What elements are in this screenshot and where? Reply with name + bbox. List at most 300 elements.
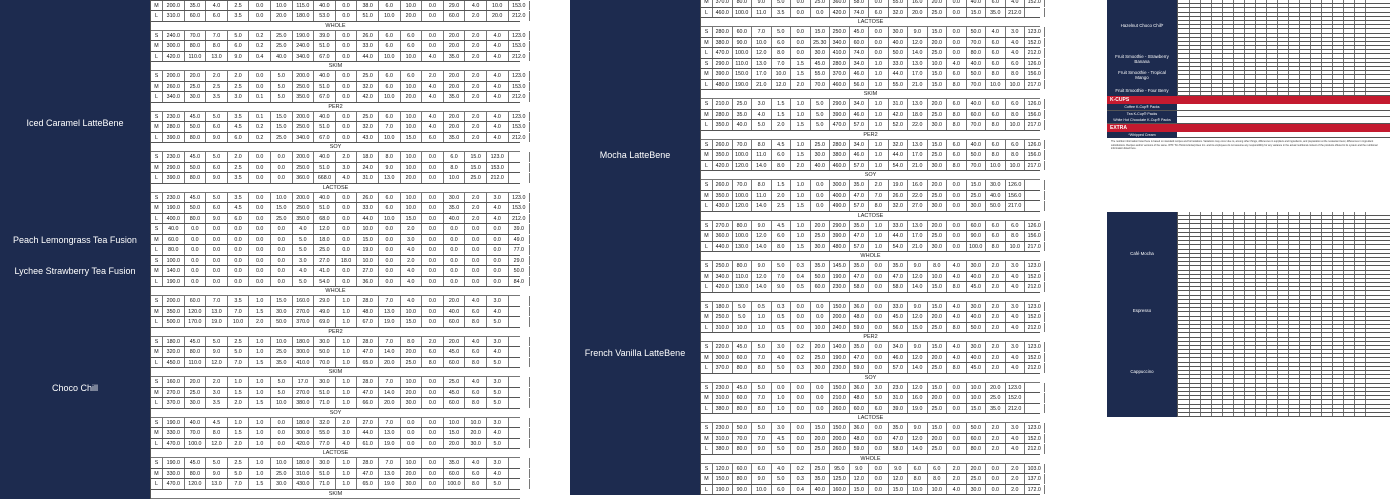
value-cell xyxy=(1256,67,1267,70)
value-cell: 15.0 xyxy=(928,342,948,352)
value-cell xyxy=(1278,291,1289,294)
value-cell xyxy=(1278,371,1289,374)
value-cell: 430.0 xyxy=(293,479,315,489)
value-cell xyxy=(1311,21,1322,24)
value-cell xyxy=(1201,237,1212,240)
value-cell: 153.0 xyxy=(509,122,531,132)
value-cell: 10.0 xyxy=(908,485,928,495)
value-cell xyxy=(1333,300,1344,303)
value-cell xyxy=(1267,400,1278,403)
value-cell xyxy=(1223,42,1234,45)
size-cell xyxy=(1178,354,1190,357)
value-cell xyxy=(1333,379,1344,382)
value-cell xyxy=(1212,333,1223,336)
value-cell xyxy=(1201,388,1212,391)
value-cell: 280.0 xyxy=(830,140,850,150)
value-cell: 120.0 xyxy=(733,201,753,211)
value-cell xyxy=(1201,350,1212,353)
value-cell xyxy=(1333,363,1344,366)
value-cell: 0.0 xyxy=(249,193,271,203)
value-cell xyxy=(1289,388,1300,391)
section-header: SKIM xyxy=(151,490,520,499)
value-cell xyxy=(1278,342,1289,345)
size-cell: L xyxy=(151,317,163,327)
value-cell xyxy=(1234,266,1245,269)
value-cell: 1.0 xyxy=(869,150,889,160)
value-cell xyxy=(1322,59,1333,62)
value-cell: 5.0 xyxy=(293,245,315,255)
value-cell: 1.0 xyxy=(249,388,271,398)
value-cell: 0.0 xyxy=(422,377,444,387)
value-cell: 145.0 xyxy=(830,261,850,271)
value-cell: 0.0 xyxy=(422,307,444,317)
table-row xyxy=(701,99,1040,110)
value-cell: 40.0 xyxy=(967,59,987,69)
table-row xyxy=(701,423,1040,434)
value-cell: 20.0 xyxy=(928,393,948,403)
value-cell: 0.0 xyxy=(422,31,444,41)
kcups-header: K-CUPS xyxy=(1107,96,1390,104)
value-cell: 260.0 xyxy=(713,140,733,150)
value-cell xyxy=(1311,224,1322,227)
value-cell xyxy=(1289,50,1300,53)
value-cell: 10.0 xyxy=(967,383,987,393)
value-cell: 50.0 xyxy=(967,27,987,37)
value-cell: 80.0 xyxy=(185,133,207,143)
value-cell: 45.0 xyxy=(185,337,207,347)
value-cell xyxy=(1256,413,1267,416)
value-cell xyxy=(1333,400,1344,403)
value-cell xyxy=(1322,229,1333,232)
value-cell: 0.0 xyxy=(869,485,889,495)
value-cell xyxy=(1289,308,1300,311)
value-cell: 0.0 xyxy=(487,224,509,234)
value-cell: 1.0 xyxy=(336,479,358,489)
value-cell xyxy=(1355,317,1366,320)
value-cell xyxy=(1223,413,1234,416)
value-cell xyxy=(1212,59,1223,62)
value-cell: 370.0 xyxy=(293,317,315,327)
value-cell: 0.0 xyxy=(336,92,358,102)
value-cell xyxy=(1267,46,1278,49)
value-cell xyxy=(1212,400,1223,403)
value-cell xyxy=(1344,80,1355,83)
value-cell xyxy=(509,428,531,438)
value-cell: 153.0 xyxy=(509,1,531,11)
value-cell: 2.0 xyxy=(228,152,250,162)
value-cell xyxy=(1234,46,1245,49)
value-cell: 5.0 xyxy=(772,363,792,373)
value-cell: 1.0 xyxy=(249,458,271,468)
value-cell xyxy=(1190,317,1201,320)
value-cell: 7.0 xyxy=(379,296,401,306)
value-cell xyxy=(1278,400,1289,403)
value-cell xyxy=(1311,46,1322,49)
value-cell: 19.0 xyxy=(379,479,401,489)
value-cell xyxy=(1234,262,1245,265)
value-cell: 0.2 xyxy=(249,122,271,132)
value-cell xyxy=(1278,266,1289,269)
value-cell xyxy=(1278,346,1289,349)
value-cell: 240.0 xyxy=(293,41,315,51)
value-cell: 1.0 xyxy=(791,221,811,231)
value-cell xyxy=(1245,354,1256,357)
value-cell: 123.0 xyxy=(1006,383,1026,393)
section-header: SOY xyxy=(151,143,520,152)
value-cell: 5.0 xyxy=(772,444,792,454)
table-row xyxy=(701,69,1040,80)
value-cell xyxy=(1201,409,1212,412)
product-name xyxy=(0,490,150,499)
value-cell xyxy=(1355,224,1366,227)
value-cell: 40.0 xyxy=(314,193,336,203)
size-cell xyxy=(1178,279,1190,282)
value-cell xyxy=(1355,266,1366,269)
value-cell xyxy=(1267,88,1278,91)
value-cell xyxy=(1344,29,1355,32)
value-cell xyxy=(1355,88,1366,91)
value-cell: 90.0 xyxy=(733,485,753,495)
value-cell: 0.5 xyxy=(772,323,792,333)
value-cell: 10.0 xyxy=(401,1,423,11)
value-cell xyxy=(1245,312,1256,315)
value-cell: 9.0 xyxy=(206,133,228,143)
value-cell xyxy=(1245,308,1256,311)
value-cell xyxy=(1267,67,1278,70)
value-cell xyxy=(1311,396,1322,399)
value-cell: 1.0 xyxy=(869,242,889,252)
value-cell: 40.0 xyxy=(967,99,987,109)
value-cell xyxy=(1234,271,1245,274)
value-cell xyxy=(1190,220,1201,223)
value-cell xyxy=(1190,291,1201,294)
value-cell: 15.0 xyxy=(811,423,831,433)
value-cell: 15.0 xyxy=(465,163,487,173)
value-cell: 10.0 xyxy=(379,92,401,102)
size-cell xyxy=(1178,229,1190,232)
value-cell xyxy=(1355,371,1366,374)
value-cell xyxy=(1289,220,1300,223)
value-cell xyxy=(1212,4,1223,7)
value-cell xyxy=(1344,237,1355,240)
value-cell: 27.0 xyxy=(357,418,379,428)
value-cell: 25.0 xyxy=(928,231,948,241)
value-cell: 8.0 xyxy=(379,152,401,162)
value-cell xyxy=(1300,358,1311,361)
value-cell xyxy=(1256,329,1267,332)
value-cell xyxy=(1234,67,1245,70)
value-cell xyxy=(1322,245,1333,248)
value-cell xyxy=(1223,304,1234,307)
value-cell xyxy=(1256,283,1267,286)
value-cell: 65.0 xyxy=(357,358,379,368)
value-cell xyxy=(1245,34,1256,37)
value-cell: 40.0 xyxy=(314,112,336,122)
value-cell: 0.0 xyxy=(228,277,250,287)
value-cell xyxy=(1289,266,1300,269)
value-cell: 25.30 xyxy=(811,38,831,48)
value-cell xyxy=(1201,224,1212,227)
value-cell xyxy=(1344,42,1355,45)
value-cell xyxy=(1267,363,1278,366)
value-cell: 0.0 xyxy=(422,256,444,266)
size-cell: S xyxy=(701,59,713,69)
value-cell: 0.0 xyxy=(869,434,889,444)
value-cell: 0.0 xyxy=(422,1,444,11)
value-cell: 110.0 xyxy=(185,52,207,62)
value-cell xyxy=(1223,363,1234,366)
value-cell: 0.0 xyxy=(422,224,444,234)
value-cell: 56.0 xyxy=(850,80,870,90)
value-cell xyxy=(1355,25,1366,28)
value-cell: 180.0 xyxy=(163,337,185,347)
value-cell: 8.0 xyxy=(465,317,487,327)
value-cell xyxy=(1333,13,1344,16)
table-row xyxy=(151,163,520,174)
value-cell xyxy=(1289,229,1300,232)
size-cell: S xyxy=(701,302,713,312)
value-cell: 4.0 xyxy=(487,469,509,479)
value-cell xyxy=(1201,245,1212,248)
value-cell xyxy=(1355,42,1366,45)
value-cell: 58.0 xyxy=(850,282,870,292)
milk-section xyxy=(701,293,1040,334)
value-cell: 32.0 xyxy=(357,82,379,92)
value-cell xyxy=(1300,224,1311,227)
size-cell: S xyxy=(701,99,713,109)
value-cell: 103.0 xyxy=(1025,464,1045,474)
value-cell xyxy=(1289,300,1300,303)
value-cell: 33.0 xyxy=(889,59,909,69)
value-cell: 36.0 xyxy=(850,423,870,433)
value-cell xyxy=(1300,229,1311,232)
value-cell xyxy=(1267,75,1278,78)
value-cell xyxy=(1344,409,1355,412)
value-cell xyxy=(1311,275,1322,278)
value-cell xyxy=(1256,229,1267,232)
table-row xyxy=(151,377,520,388)
value-cell: 1.0 xyxy=(869,69,889,79)
value-cell xyxy=(1311,363,1322,366)
value-cell xyxy=(1278,50,1289,53)
value-cell: 4.5 xyxy=(772,140,792,150)
value-cell: 10.0 xyxy=(401,122,423,132)
value-cell: 123.0 xyxy=(1025,423,1045,433)
value-cell: 1.0 xyxy=(869,110,889,120)
value-cell: 0.0 xyxy=(336,277,358,287)
value-cell: 8.0 xyxy=(206,41,228,51)
section-header: LACTOSE xyxy=(701,212,1040,221)
value-cell: 50.0 xyxy=(986,201,1006,211)
value-cell xyxy=(1234,350,1245,353)
value-cell xyxy=(1190,375,1201,378)
value-cell: 8.0 xyxy=(947,323,967,333)
value-cell xyxy=(1190,21,1201,24)
value-cell: 8.0 xyxy=(1006,231,1026,241)
value-cell: 47.0 xyxy=(850,191,870,201)
value-cell: 0.0 xyxy=(422,398,444,408)
size-cell: S xyxy=(151,377,163,387)
value-cell xyxy=(1333,296,1344,299)
value-cell xyxy=(1223,4,1234,7)
size-cell xyxy=(1178,300,1190,303)
value-cell: 0.0 xyxy=(249,277,271,287)
value-cell xyxy=(1322,321,1333,324)
value-cell xyxy=(1201,321,1212,324)
value-cell xyxy=(1300,300,1311,303)
milk-section xyxy=(151,143,520,184)
value-cell: 10.0 xyxy=(271,337,293,347)
value-cell xyxy=(1234,291,1245,294)
value-cell xyxy=(1300,67,1311,70)
value-cell xyxy=(1245,275,1256,278)
value-cell: 50.0 xyxy=(185,163,207,173)
value-cell xyxy=(1256,216,1267,219)
value-cell: 126.0 xyxy=(1025,221,1045,231)
value-cell xyxy=(1311,384,1322,387)
size-cell: M xyxy=(151,469,163,479)
size-cell xyxy=(1178,4,1190,7)
value-cell: 290.0 xyxy=(713,59,733,69)
value-cell: 120.0 xyxy=(185,479,207,489)
value-cell xyxy=(1223,8,1234,11)
milk-section xyxy=(701,333,1040,374)
value-cell: 200.0 xyxy=(163,71,185,81)
value-cell xyxy=(1245,291,1256,294)
value-cell: 27.0 xyxy=(314,256,336,266)
size-cell xyxy=(1178,291,1190,294)
value-cell xyxy=(1344,300,1355,303)
value-cell: 25.0 xyxy=(811,231,831,241)
size-cell: M xyxy=(701,434,713,444)
value-cell xyxy=(1322,371,1333,374)
value-cell: 0.0 xyxy=(947,8,967,18)
value-cell: 57.0 xyxy=(850,201,870,211)
value-cell: 25.0 xyxy=(967,474,987,484)
product-name: Mocha LatteBene xyxy=(570,59,700,253)
value-cell: 25.0 xyxy=(271,133,293,143)
value-cell xyxy=(1212,296,1223,299)
value-cell xyxy=(1311,354,1322,357)
value-cell xyxy=(1278,354,1289,357)
value-cell xyxy=(1300,405,1311,408)
value-cell: 20.0 xyxy=(487,11,509,21)
value-cell: 15.0 xyxy=(928,383,948,393)
value-cell xyxy=(1333,367,1344,370)
value-cell: 10.0 xyxy=(401,112,423,122)
value-cell: 67.0 xyxy=(314,133,336,143)
value-cell: 9.0 xyxy=(772,282,792,292)
value-cell xyxy=(1289,279,1300,282)
value-cell: 6.0 xyxy=(986,110,1006,120)
value-cell: 217.0 xyxy=(1025,161,1045,171)
value-cell xyxy=(1278,358,1289,361)
value-cell: 0.0 xyxy=(811,404,831,414)
value-cell: 2.0 xyxy=(1006,474,1026,484)
milk-section xyxy=(701,0,1040,18)
value-cell xyxy=(1212,405,1223,408)
value-cell: 2.0 xyxy=(228,398,250,408)
value-cell: 46.0 xyxy=(889,353,909,363)
value-cell xyxy=(1344,241,1355,244)
value-cell: 410.0 xyxy=(830,48,850,58)
value-cell xyxy=(1344,92,1355,95)
value-cell: 8.0 xyxy=(752,180,772,190)
value-cell xyxy=(1256,4,1267,7)
value-cell: 1.0 xyxy=(336,337,358,347)
size-cell: M xyxy=(701,38,713,48)
value-cell: 45.0 xyxy=(185,458,207,468)
value-cell: 45.0 xyxy=(185,112,207,122)
value-cell xyxy=(1256,224,1267,227)
value-cell xyxy=(1234,13,1245,16)
value-cell: 60.0 xyxy=(444,398,466,408)
value-cell xyxy=(1355,21,1366,24)
value-cell xyxy=(1234,8,1245,11)
value-cell xyxy=(1267,396,1278,399)
value-cell xyxy=(1311,254,1322,257)
value-cell: 12.0 xyxy=(908,312,928,322)
value-cell xyxy=(509,296,531,306)
value-cell xyxy=(1311,317,1322,320)
value-cell xyxy=(1322,84,1333,87)
value-cell xyxy=(1267,405,1278,408)
value-cell xyxy=(1190,46,1201,49)
value-cell: 0.0 xyxy=(422,388,444,398)
value-cell xyxy=(1256,258,1267,261)
value-cell xyxy=(1234,59,1245,62)
value-cell: 40.0 xyxy=(811,161,831,171)
value-cell: 0.0 xyxy=(249,82,271,92)
value-cell: 47.0 xyxy=(889,272,909,282)
value-cell: 0.0 xyxy=(465,266,487,276)
value-cell xyxy=(1201,367,1212,370)
value-cell xyxy=(1300,384,1311,387)
value-cell xyxy=(1278,59,1289,62)
value-cell: 6.0 xyxy=(869,8,889,18)
value-cell xyxy=(1289,392,1300,395)
milk-section xyxy=(701,455,1040,496)
section-header: SOY xyxy=(151,409,520,418)
value-cell xyxy=(1344,329,1355,332)
value-cell xyxy=(1322,50,1333,53)
value-cell xyxy=(1322,291,1333,294)
value-cell: 0.0 xyxy=(249,173,271,183)
value-cell xyxy=(1278,296,1289,299)
value-cell: 20.0 xyxy=(811,434,831,444)
value-cell: 16.0 xyxy=(908,0,928,7)
value-cell: 0.0 xyxy=(947,0,967,7)
value-cell xyxy=(1234,384,1245,387)
value-cell xyxy=(1267,409,1278,412)
value-cell xyxy=(1322,275,1333,278)
value-cell xyxy=(1190,29,1201,32)
value-cell: 70.0 xyxy=(967,80,987,90)
value-cell xyxy=(1278,350,1289,353)
value-cell: 230.0 xyxy=(713,423,733,433)
value-cell xyxy=(1344,266,1355,269)
value-cell: 1.0 xyxy=(336,296,358,306)
value-cell xyxy=(1201,317,1212,320)
value-cell xyxy=(1212,42,1223,45)
value-cell xyxy=(1245,59,1256,62)
value-cell: 2.5 xyxy=(228,458,250,468)
value-cell: 5.0 xyxy=(487,398,509,408)
value-cell xyxy=(1212,71,1223,74)
value-cell: 0.0 xyxy=(869,312,889,322)
value-cell: 0.0 xyxy=(869,323,889,333)
value-cell xyxy=(1245,338,1256,341)
